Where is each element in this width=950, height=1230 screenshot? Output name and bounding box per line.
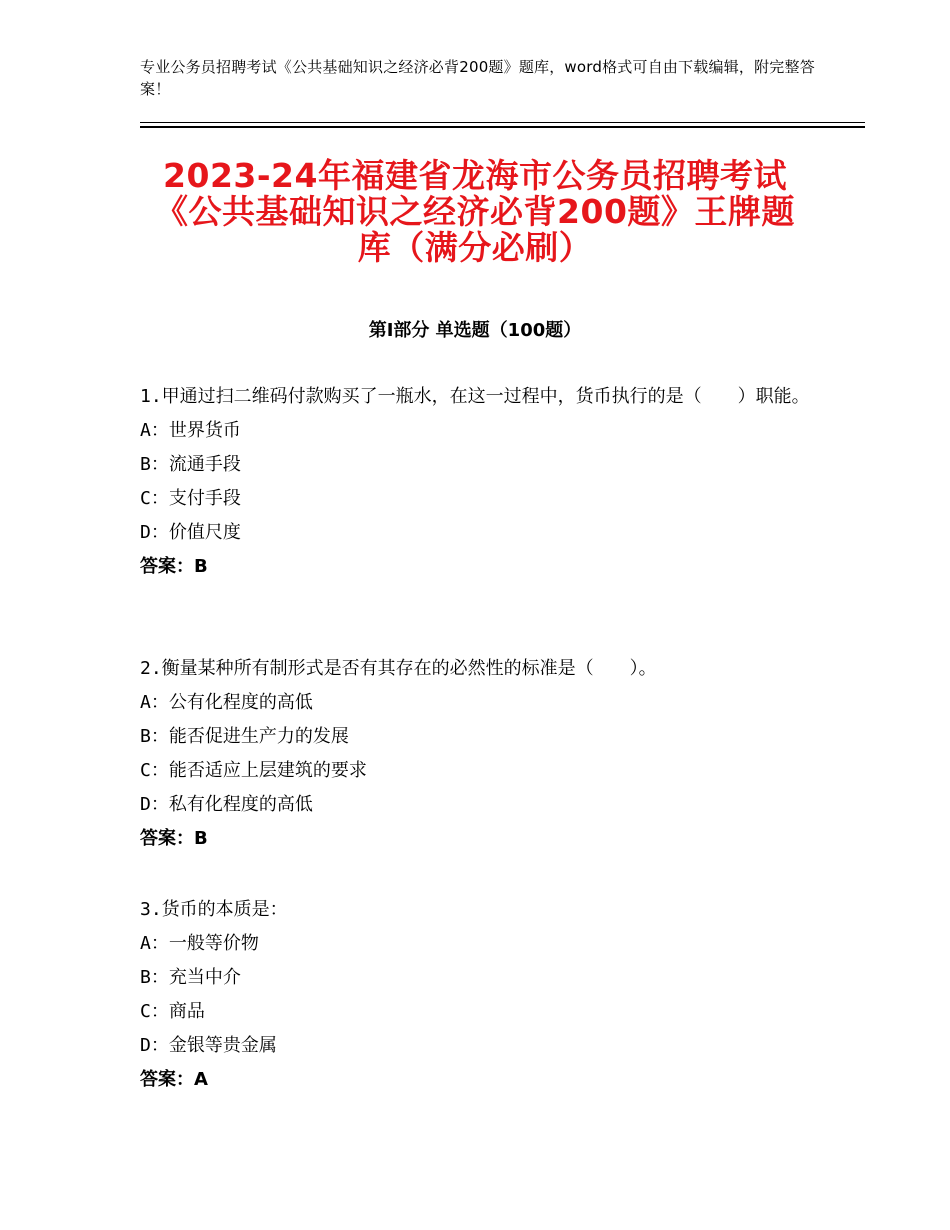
question-stem: 2.衡量某种所有制形式是否有其存在的必然性的标准是（ ）。: [140, 658, 657, 679]
question-2: [140, 652, 820, 856]
option-d: D：金银等贵金属: [140, 1035, 277, 1056]
question-stem: 1.甲通过扫二维码付款购买了一瓶水，在这一过程中，货币执行的是（ ）职能。: [140, 386, 810, 407]
option-d: D：私有化程度的高低: [140, 794, 313, 815]
option-a: A：世界货币: [140, 420, 241, 441]
option-a: A：一般等价物: [140, 933, 259, 954]
option-d: D：价值尺度: [140, 522, 241, 543]
page-header-note: 专业公务员招聘考试《公共基础知识之经济必背200题》题库，word格式可自由下载编辑，附完整答案！: [140, 58, 815, 98]
answer: 答案：B: [140, 556, 208, 577]
option-b: B：充当中介: [140, 967, 241, 988]
option-b: B：流通手段: [140, 454, 241, 475]
question-3: [140, 893, 820, 1097]
option-c: C：支付手段: [140, 488, 241, 509]
answer: 答案：A: [140, 1069, 208, 1090]
document-title: 2023-24年福建省龙海市公务员招聘考试《公共基础知识之经济必背200题》王牌题库（满分必刷）: [155, 156, 795, 267]
option-a: A：公有化程度的高低: [140, 692, 313, 713]
question-stem: 3.货币的本质是：: [140, 899, 288, 920]
answer: 答案：B: [140, 828, 208, 849]
header-divider-thick: [140, 126, 865, 128]
option-c: C：商品: [140, 1001, 205, 1022]
question-1: [140, 380, 820, 584]
section-heading: 第I部分 单选题（100题）: [368, 320, 582, 341]
header-divider-thin: [140, 122, 865, 123]
option-c: C：能否适应上层建筑的要求: [140, 760, 367, 781]
option-b: B：能否促进生产力的发展: [140, 726, 349, 747]
